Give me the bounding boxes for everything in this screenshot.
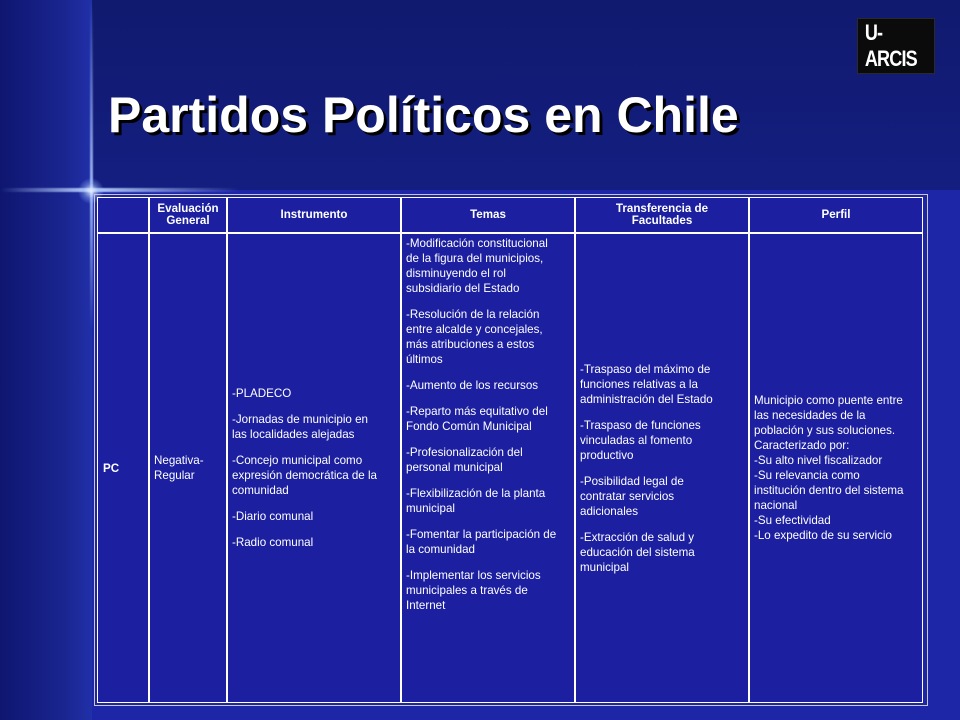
header-party [97, 197, 149, 233]
evaluacion-text: Negativa- Regular [154, 454, 204, 482]
instrumento-item: -Concejo municipal como expresión democrática de la comunidad [232, 454, 378, 497]
instrumento-item: -Diario comunal [232, 510, 314, 523]
header-instrumento: Instrumento [227, 197, 401, 233]
transferencia-item: -Traspaso del máximo de funciones relativas a la administración del Estado [580, 362, 713, 406]
transferencia-item: -Traspaso de funciones vinculadas al fomento productivo [580, 418, 701, 462]
header-transferencia: Transferencia de Facultades [575, 197, 749, 233]
temas-cell [401, 233, 575, 703]
parties-table [94, 194, 928, 706]
light-flare-horizontal [0, 188, 240, 192]
light-flare-vertical [90, 0, 93, 330]
temas-item: -Profesionalización del personal municipal [406, 446, 523, 474]
transferencia-cell [575, 233, 749, 703]
party-cell [97, 233, 149, 703]
temas-item: -Flexibilización de la planta municipal [406, 487, 546, 515]
temas-item: -Reparto más equitativo del Fondo Común Municipal [406, 405, 548, 433]
perfil-text: Municipio como puente entre las necesidades de la población y sus soluciones. Caracterizado por: -Su alto nivel fiscalizador -Su relevancia como institución dentro del sistema nacional -Su efectividad -Lo expedito de su servicio [754, 394, 904, 542]
temas-item: -Implementar los servicios municipales a través de Internet [406, 569, 541, 612]
instrumento-cell [227, 233, 401, 703]
slide-title: Partidos Políticos en Chile [108, 87, 739, 143]
transferencia-item: -Posibilidad legal de contratar servicios adicionales [580, 474, 684, 518]
evaluacion-cell [149, 233, 227, 703]
temas-item: -Aumento de los recursos [406, 379, 539, 392]
logo-text: U-ARCIS [864, 20, 917, 71]
party-name: PC [103, 461, 120, 475]
temas-item: -Modificación constitucional de la figura del municipios, disminuyendo el rol subsidiario del Estado [406, 237, 548, 295]
instrumento-item: -PLADECO [232, 387, 292, 400]
uarcis-logo [857, 18, 935, 74]
header-temas: Temas [401, 197, 575, 233]
slide-left-band [0, 0, 92, 720]
instrumento-item: -Jornadas de municipio en las localidades alejadas [232, 413, 368, 441]
temas-item: -Fomentar la participación de la comunidad [406, 528, 557, 556]
instrumento-item: -Radio comunal [232, 536, 314, 549]
perfil-cell [749, 233, 923, 703]
header-perfil: Perfil [749, 197, 923, 233]
temas-item: -Resolución de la relación entre alcalde y concejales, más atribuciones a estos últimos [406, 308, 543, 366]
header-evaluacion: Evaluación General [149, 197, 227, 233]
transferencia-item: -Extracción de salud y educación del sistema municipal [580, 530, 695, 574]
